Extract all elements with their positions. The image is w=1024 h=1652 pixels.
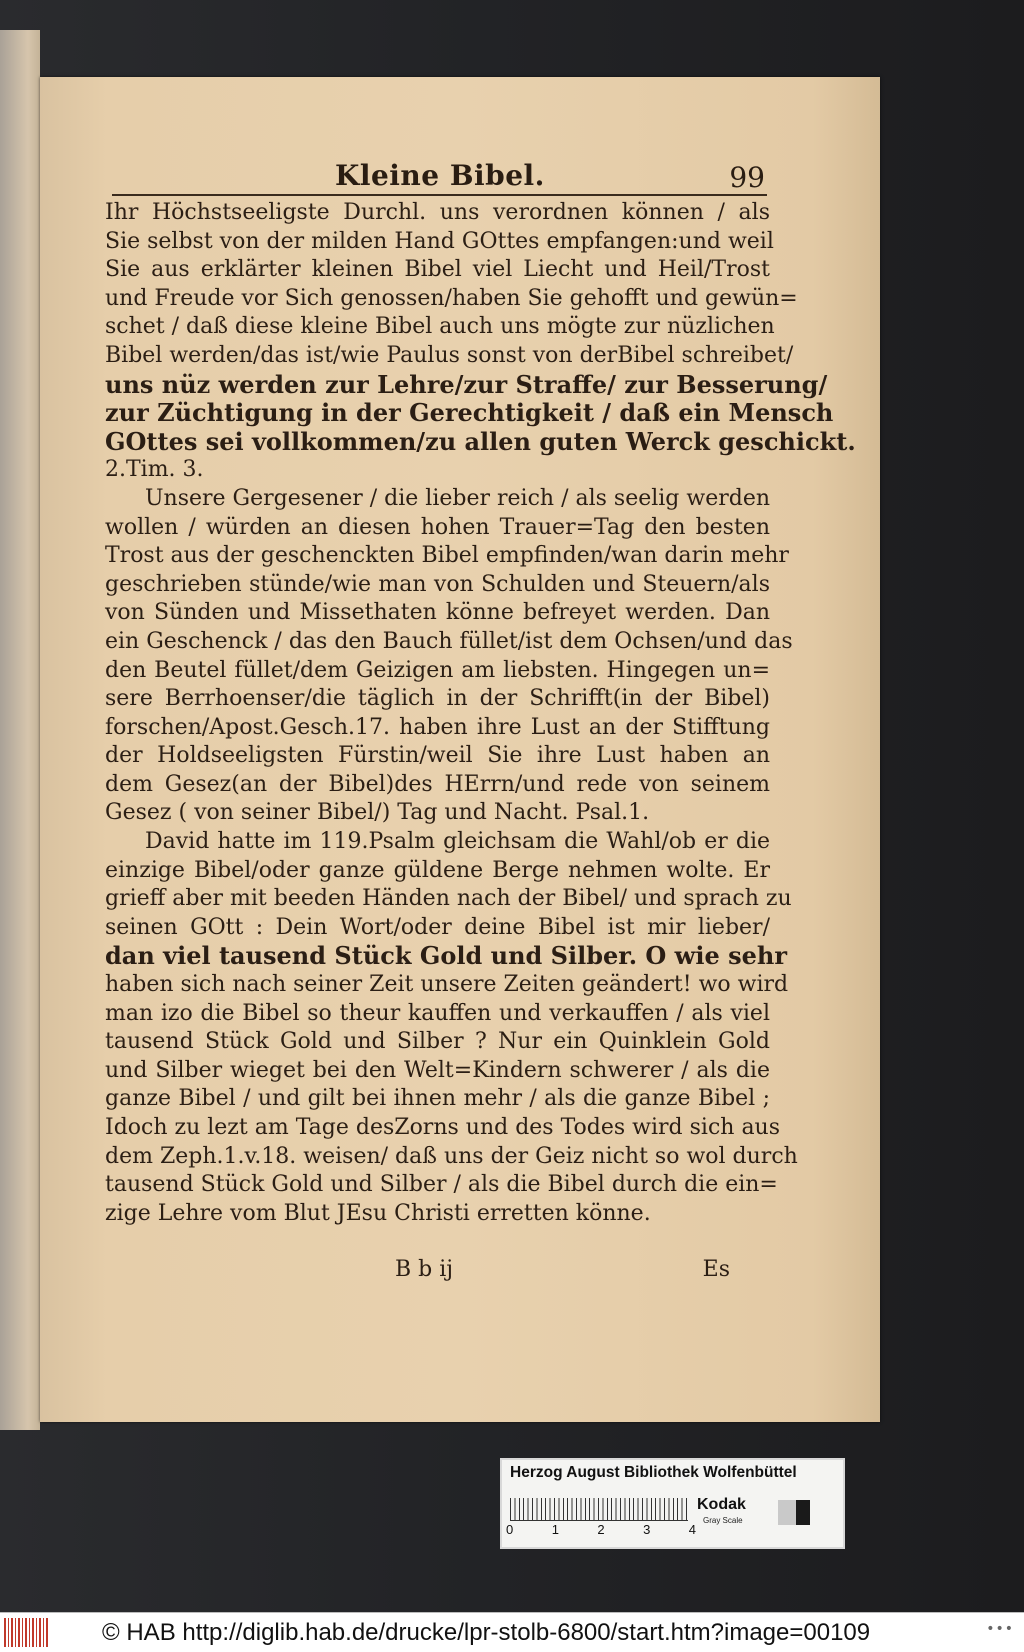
body-text bbox=[105, 199, 856, 1228]
running-title: Kleine Bibel. bbox=[335, 159, 545, 192]
text-line: sere Berrhoenser/die täglich in der Schrifft(in der Bibel) bbox=[105, 686, 770, 712]
ruler-scale bbox=[510, 1498, 688, 1521]
text-line: dan viel tausend Stück Gold und Silber. O wie sehr bbox=[105, 941, 787, 971]
text-line: Sie aus erklärter kleinen Bibel viel Liecht und Heil/Trost bbox=[105, 257, 770, 283]
text-line: grieff aber mit beeden Händen nach der Bibel/ und sprach zu bbox=[105, 886, 792, 912]
barcode-icon bbox=[4, 1618, 48, 1647]
text-line: dem Zeph.1.v.18. weisen/ daß uns der Geiz nicht so wol durch bbox=[105, 1143, 798, 1169]
page-number: 99 bbox=[729, 161, 765, 194]
header-rule bbox=[112, 194, 767, 196]
more-menu-icon[interactable]: ••• bbox=[986, 1621, 1014, 1637]
text-line: einzige Bibel/oder ganze güldene Berge nehmen wolte. Er bbox=[105, 857, 770, 883]
previous-page-edge bbox=[0, 30, 40, 1430]
text-line: Idoch zu lezt am Tage desZorns und des Todes wird sich aus bbox=[105, 1115, 781, 1140]
text-line: Sie selbst von der milden Hand GOttes empfangen:und weil bbox=[105, 228, 774, 254]
text-line: Trost aus der geschenckten Bibel empfinden/wan darin mehr bbox=[105, 543, 789, 569]
text-line: GOttes sei vollkommen/zu allen guten Werck geschickt. bbox=[105, 426, 856, 456]
ruler-number: 2 bbox=[597, 1522, 605, 1537]
book-page bbox=[40, 77, 880, 1422]
text-line: von Sünden und Missethaten könne befreyet werden. Dan bbox=[105, 600, 770, 626]
text-line: man izo die Bibel so theur kauffen und verkauffen / als viel bbox=[105, 1000, 770, 1026]
gray-patch-light bbox=[778, 1500, 796, 1525]
ruler-number: 1 bbox=[551, 1522, 559, 1537]
text-line: dem Gesez(an der Bibel)des HErrn/und rede von seinem bbox=[105, 771, 770, 797]
footer-bar bbox=[0, 1612, 1024, 1652]
gray-patch-dark bbox=[796, 1500, 810, 1525]
text-line: zige Lehre vom Blut JEsu Christi erretten könne. bbox=[105, 1200, 651, 1226]
text-line: Unsere Gergesener / die lieber reich / als seelig werden bbox=[145, 485, 771, 511]
text-line: wollen / würden an diesen hohen Trauer=Tag den besten bbox=[105, 514, 770, 540]
text-line: ganze Bibel / und gilt bei ihnen mehr / als die ganze Bibel ; bbox=[105, 1086, 770, 1112]
text-line: Gesez ( von seiner Bibel/) Tag und Nacht. Psal.1. bbox=[105, 800, 650, 826]
text-line: den Beutel füllet/dem Geizigen am liebsten. Hingegen un= bbox=[105, 657, 770, 683]
ruler-numbers bbox=[506, 1522, 696, 1537]
color-target bbox=[500, 1458, 845, 1549]
text-line: und Freude vor Sich genossen/haben Sie gehofft und gewün= bbox=[105, 285, 798, 311]
text-line: David hatte im 119.Psalm gleichsam die Wahl/ob er die bbox=[145, 829, 770, 855]
text-line: geschrieben stünde/wie man von Schulden und Steuern/als bbox=[105, 571, 770, 597]
ruler-number: 4 bbox=[688, 1522, 696, 1537]
source-link[interactable]: © HAB http://diglib.hab.de/drucke/lpr-stolb-6800/start.htm?image=00109 bbox=[102, 1619, 871, 1646]
text-line: Ihr Höchstseeligste Durchl. uns verordnen können / als bbox=[105, 200, 770, 225]
text-line: uns nüz werden zur Lehre/zur Straffe/ zur Besserung/ bbox=[105, 369, 828, 399]
text-line: seinen GOtt : Dein Wort/oder deine Bibel ist mir lieber/ bbox=[105, 914, 770, 940]
text-line: zur Züchtigung in der Gerechtigkeit / daß ein Mensch bbox=[105, 398, 834, 428]
kodak-brand: Kodak bbox=[697, 1496, 746, 1513]
text-line: tausend Stück Gold und Silber / als die Bibel durch die ein= bbox=[105, 1172, 778, 1198]
text-line: tausend Stück Gold und Silber ? Nur ein Quinklein Gold bbox=[105, 1029, 770, 1055]
text-line: ein Geschenck / das den Bauch füllet/ist dem Ochsen/und das bbox=[105, 628, 793, 654]
catchline bbox=[65, 1257, 730, 1285]
text-line: 2.Tim. 3. bbox=[105, 457, 204, 483]
ruler-number: 3 bbox=[643, 1522, 651, 1537]
text-line: der Holdseeligsten Fürstin/weil Sie ihre Lust haben an bbox=[105, 743, 770, 769]
library-name: Herzog August Bibliothek Wolfenbüttel bbox=[510, 1464, 797, 1481]
text-line: Bibel werden/das ist/wie Paulus sonst von derBibel schreibet/ bbox=[105, 342, 794, 368]
text-line: forschen/Apost.Gesch.17. haben ihre Lust an der Stifftung bbox=[105, 714, 770, 740]
kodak-gray-scale-label: Gray Scale bbox=[703, 1516, 743, 1525]
text-line: und Silber wieget bei den Welt=Kindern schwerer / als die bbox=[105, 1057, 770, 1083]
signature-mark: B b ij bbox=[395, 1257, 454, 1282]
ruler-number: 0 bbox=[506, 1522, 514, 1537]
text-line: haben sich nach seiner Zeit unsere Zeiten geändert! wo wird bbox=[105, 972, 789, 998]
page-header bbox=[110, 159, 765, 194]
text-line: schet / daß diese kleine Bibel auch uns mögte zur nüzlichen bbox=[105, 314, 775, 340]
catchword: Es bbox=[702, 1257, 730, 1282]
